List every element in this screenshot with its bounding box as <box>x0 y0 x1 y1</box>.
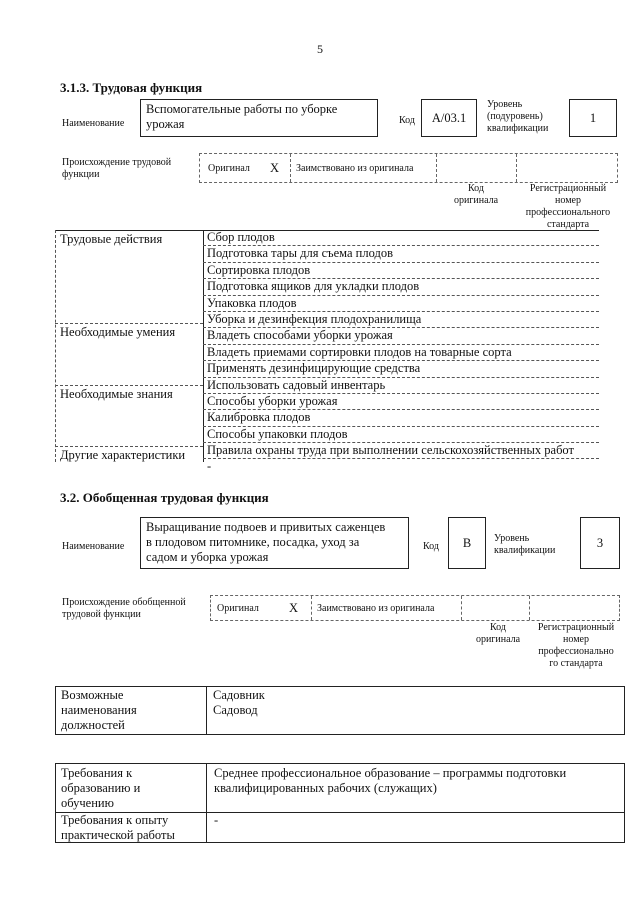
label-knowledge: Необходимые знания <box>60 387 173 401</box>
level-32-line2: квалификации <box>494 545 556 556</box>
origin-32-divider-2 <box>461 596 462 620</box>
reg-32-line1: Регистрационный <box>537 622 615 633</box>
label-other: Другие характеристики <box>60 448 186 462</box>
skill-row: Владеть приемами сортировки плодов на товарные сорта <box>203 345 599 361</box>
reg-number-caption-32 <box>530 622 622 670</box>
gen-name-line2: в плодовом питомнике, посадка, уход за <box>146 535 360 549</box>
knowledge-row: Способы уборки урожая <box>203 394 599 410</box>
code-original-caption-32 <box>462 622 534 646</box>
action-row: Уборка и дезинфекция плодохранилища <box>203 312 599 328</box>
reg-line1: Регистрационный <box>529 183 607 194</box>
education-value <box>214 766 566 796</box>
education-label <box>61 766 140 811</box>
education-label-line1: Требования к <box>61 766 133 780</box>
other-row: - <box>207 459 212 474</box>
skill-row: Владеть способами уборки урожая <box>203 328 599 344</box>
positions-divider <box>206 687 207 734</box>
code-label: Код <box>399 115 415 126</box>
reg-line3: профессионального <box>525 207 611 218</box>
education-value-line2: квалифицированных рабочих (служащих) <box>214 781 437 795</box>
origin-label-line2: функции <box>62 169 100 180</box>
positions-label <box>61 688 137 733</box>
skill-row: Применять дезинфицирующие средства <box>203 361 599 377</box>
education-value-line1: Среднее профессиональное образование – программы подготовки <box>214 766 567 780</box>
original-label: Оригинал <box>208 163 250 174</box>
knowledge-row: Правила охраны труда при выполнении сельскохозяйственных работ <box>203 443 599 459</box>
education-label-line2: образованию и <box>61 781 141 795</box>
reg-32-line2: номер <box>563 634 589 645</box>
table1-left-border <box>55 230 56 462</box>
generalized-function-name-box <box>140 517 409 569</box>
requirements-table <box>55 763 625 843</box>
origin-label-line1: Происхождение трудовой <box>62 157 172 168</box>
reg-line4: стандарта <box>546 219 590 230</box>
code-value: A/03.1 <box>421 99 477 137</box>
function-name-line2: урожая <box>146 117 185 131</box>
experience-label-line2: практической работы <box>61 828 175 842</box>
positions-values <box>213 688 265 718</box>
positions-label-line2: наименования <box>61 703 137 717</box>
original-x-mark-32: X <box>289 601 299 615</box>
level-32-line1: Уровень <box>494 533 530 544</box>
positions-table <box>55 686 625 735</box>
action-row: Упаковка плодов <box>203 296 599 312</box>
origin-32-line2: трудовой функции <box>62 609 141 620</box>
origin-32-divider-1 <box>311 596 312 620</box>
origin-label <box>62 157 171 181</box>
origin-divider-1 <box>290 154 291 182</box>
level-label <box>487 99 548 135</box>
gen-name-line3: садом и уборка урожая <box>146 550 269 564</box>
knowledge-row: Способы упаковки плодов <box>203 427 599 443</box>
section-heading-313: 3.1.3. Трудовая функция <box>60 80 203 95</box>
original-label-32: Оригинал <box>217 603 259 614</box>
positions-label-line1: Возможные <box>61 688 124 702</box>
label-divider-3 <box>55 446 203 447</box>
page-number: 5 <box>317 42 323 56</box>
code-value-32: B <box>448 517 486 569</box>
name-label-32: Наименование <box>62 541 125 552</box>
level-label-32 <box>494 533 555 557</box>
origin-divider-3 <box>516 154 517 182</box>
origin-label-32 <box>62 597 186 621</box>
function-name-box <box>140 99 378 137</box>
reg-line2: номер <box>555 195 581 206</box>
label-divider-1 <box>55 323 203 324</box>
origin-32-divider-3 <box>529 596 530 620</box>
code-label-32: Код <box>423 541 439 552</box>
skill-row: Использовать садовый инвентарь <box>203 378 599 394</box>
origin-table <box>199 153 618 183</box>
original-x-mark: X <box>270 161 280 175</box>
requirements-col-divider <box>206 764 207 842</box>
action-row: Сбор плодов <box>203 230 599 246</box>
origin-table-32 <box>210 595 620 621</box>
label-divider-2 <box>55 385 203 386</box>
position-item: Садовод <box>213 703 258 717</box>
function-name-line1: Вспомогательные работы по уборке <box>146 102 338 116</box>
borrowed-label-32: Заимствовано из оригинала <box>317 603 435 614</box>
level-label-line3: квалификации <box>487 123 549 134</box>
education-label-line3: обучению <box>61 796 114 810</box>
borrowed-label: Заимствовано из оригинала <box>296 163 414 174</box>
knowledge-row: Калибровка плодов <box>203 410 599 426</box>
origin-32-line1: Происхождение обобщенной <box>62 597 186 608</box>
code-original-line2: оригинала <box>453 195 499 206</box>
section-heading-32: 3.2. Обобщенная трудовая функция <box>60 490 269 505</box>
position-item: Садовник <box>213 688 265 702</box>
action-row: Подготовка ящиков для укладки плодов <box>203 279 599 295</box>
experience-value: - <box>214 813 219 827</box>
reg-number-caption <box>518 183 618 231</box>
level-value: 1 <box>569 99 617 137</box>
experience-label <box>61 813 175 843</box>
experience-label-line1: Требования к опыту <box>61 813 169 827</box>
label-labor-actions: Трудовые действия <box>60 232 163 246</box>
action-row: Подготовка тары для съема плодов <box>203 246 599 262</box>
code-original-line1: Код <box>468 183 484 194</box>
level-label-line1: Уровень <box>487 99 523 110</box>
level-value-32: 3 <box>580 517 620 569</box>
gen-name-line1: Выращивание подвоев и привитых саженцев <box>146 520 386 534</box>
reg-32-line4: го стандарта <box>549 658 603 669</box>
code-original-caption <box>438 183 514 207</box>
action-row: Сортировка плодов <box>203 263 599 279</box>
origin-divider-2 <box>436 154 437 182</box>
name-label: Наименование <box>62 118 125 129</box>
code-original-32-line2: оригинала <box>475 634 521 645</box>
label-skills: Необходимые умения <box>60 325 176 339</box>
code-original-32-line1: Код <box>490 622 506 633</box>
level-label-line2: (подуровень) <box>487 111 543 122</box>
labor-function-table <box>55 230 599 474</box>
table1-content <box>203 230 599 475</box>
positions-label-line3: должностей <box>61 718 125 732</box>
reg-32-line3: профессионально <box>538 646 614 657</box>
